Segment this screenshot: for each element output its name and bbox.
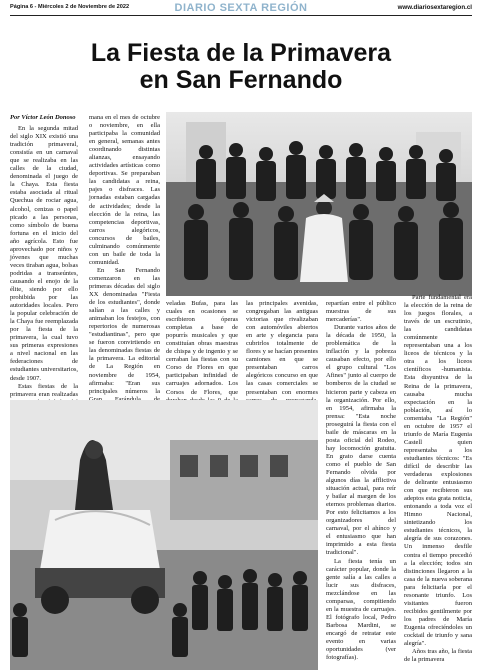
page-header <box>10 3 472 17</box>
paragraph: veladas Bufas, para las cuales en ocasiones se escribieron óperas completas a base de popurrís musicales y que constituían obras maestras de chispa y de ingenio y se cerraban las fiestas con su Corso de Flores en que participaban infinidad de carruajes adornados. Los Corsos de Flores, que <box>166 300 238 396</box>
byline: Por Víctor León Donoso <box>10 114 76 121</box>
group-photo <box>166 112 472 296</box>
paragraph: Parte fundamental era la elección de la reina de los juegos florales, a través de un escrutinio, las candidatas comúnmente representaban una a los liceos de técnicos y la otra a los liceos científicos -humanista. Esta disyuntiva de la Reina de la primavera, causaba mucha expectación en la población, así lo comentaba "La Región" en octubre de 1957 el triunfo de María Eugenia Castell quien representaba a los estudiantes técnicos: "Es difícil de describir las verdaderas explosiones de delirante entusiasmo con que recibieron sus adeptos esta grata noticia, entonando a toda voz el Himno Nacional, sintetizando los estudiantes técnicos, la alegría de sus corazones. Un inmenso desfile contra el tiempo precedió a la elección; todos sin distinciones llegaron a la casa de la nueva soberana para felicitarla por el resonante triunfo. Los visitantes fueron recibidos gentilmente por los padres de María Eugenia ofreciéndoles un cocktail de triunfo y sana alegría". <box>404 294 472 648</box>
paragraph: En San Fernando comenzaron en las primeras décadas del siglo XX denominadas "Fiesta de los estudiantes", donde salían a las calles y animaban los festejos, con repertorios de numerosas "estudiantinas", pero que se fueron convirtiendo en las denominadas fiestas de la primavera. La editorial de La Región en noviembre de 1954, afirmaba: "Eran sus principales números la <box>89 266 160 395</box>
header-rule <box>10 15 472 16</box>
paragraph: Durante varios años de la década de 1950, la problemática de la inflación y la pobreza causaban efecto, por ello el grupo cultural "Los Afines" junto al cuerpo de bomberos de la ciudad se hicieron parte y cabeza en la organización. Por ello, en 1954, afirmaba la prensa: "Esta noche proseguirá la fiesta con el baile de máscaras en la posta oficial del Rodeo, hay locomoción gratuita. En grato darse cuenta como el pueblo de San Fernando olvida por algunos días la afflictiva situación actual, para reír y bailar al margen de los eternos problemas diarios. Por esto felicitamos a los organizadores del carnaval, por el ahínco y el entusiasmo que han imprimido a esta fiesta tradicional". <box>326 324 396 557</box>
newspaper-name: DIARIO SEXTA REGIÓN <box>174 2 308 14</box>
article-title-line1: La Fiesta de la Primavera <box>90 39 392 67</box>
column-6 <box>404 294 472 670</box>
column-5 <box>326 300 396 670</box>
paragraph: En la segunda mitad del siglo XIX existió una tradición primaveral, consistía en un carnaval que se realizaba en las calles de la ciudad, denominada el juego de la Chaya. Esta fiesta estaba asociada al ritual Quechua de rociar agua, alcohol, cenizas o papel picado a las personas, como símbolo de buena fortuna en el inicio del año agrícola. Esto fue aprovechado por niños y jóvenes que muchas veces tiraban agua, bolsas podridas a transeúntes, causando el enojo de la élite, siendo por ello prohibida por las autoridades locales. Pero la popular celebración de la Chaya fue reemplazada por la fiesta de la primavera, la cual tuvo sus primeras expresiones a nivel nacional en las federaciones de estudiantes universitarios, desde 1907. <box>10 125 78 382</box>
paragraph: Años tras año, la fiesta de la primavera <box>404 648 472 664</box>
parade-photo <box>10 400 318 670</box>
group-photo-illustration <box>166 112 472 296</box>
paragraph: La fiesta tenía un carácter popular, donde la gente salía a las calles a lucir sus disfraces, mezclándose en las comparsas, compitiendo en la muestra de carruajes. El fotógrafo local, Pedro Barbosa Mardini, se encargó de retratar este evento en varias oportunidades (ver fotografías). <box>326 557 396 662</box>
website-link[interactable]: www.diariosextaregion.cl <box>397 4 472 11</box>
paragraph: las principales avenidas, congregaban las antiguas victorias que rivalizaban con automóviles abiertos en arte y elegancia para cubrirlos totalmente de flores y se hacían presentes camiones en que se presentaban carros alegóricos concurso en que las casas comerciales se presentaban con enormes <box>246 300 318 396</box>
article-title-line2: en San Fernando <box>139 66 343 94</box>
paragraph: Estas fiestas de la primavera eran realizadas <box>10 382 78 398</box>
paragraph: repartían entre el público muestras de sus mercaderías". <box>326 300 396 324</box>
parade-photo-illustration <box>10 400 318 670</box>
paragraph: mana en el mes de octubre o noviembre, en ella participaba la comunidad en general, semanas antes coordinando distintas alianzas, ensayando actividades artísticas como deportivas. Se preparaban las candidatas a reina, pajes o disfraces. Las jornadas estaban cargadas de actividades; desde la elección de la reina, las competencias deportivas, carros alegóricos, concursos de bailes, culminando comúnmente con un baile de toda la comunidad. <box>89 114 160 266</box>
page-date: Página 6 - Miércoles 2 de Noviembre de 2022 <box>10 4 130 10</box>
